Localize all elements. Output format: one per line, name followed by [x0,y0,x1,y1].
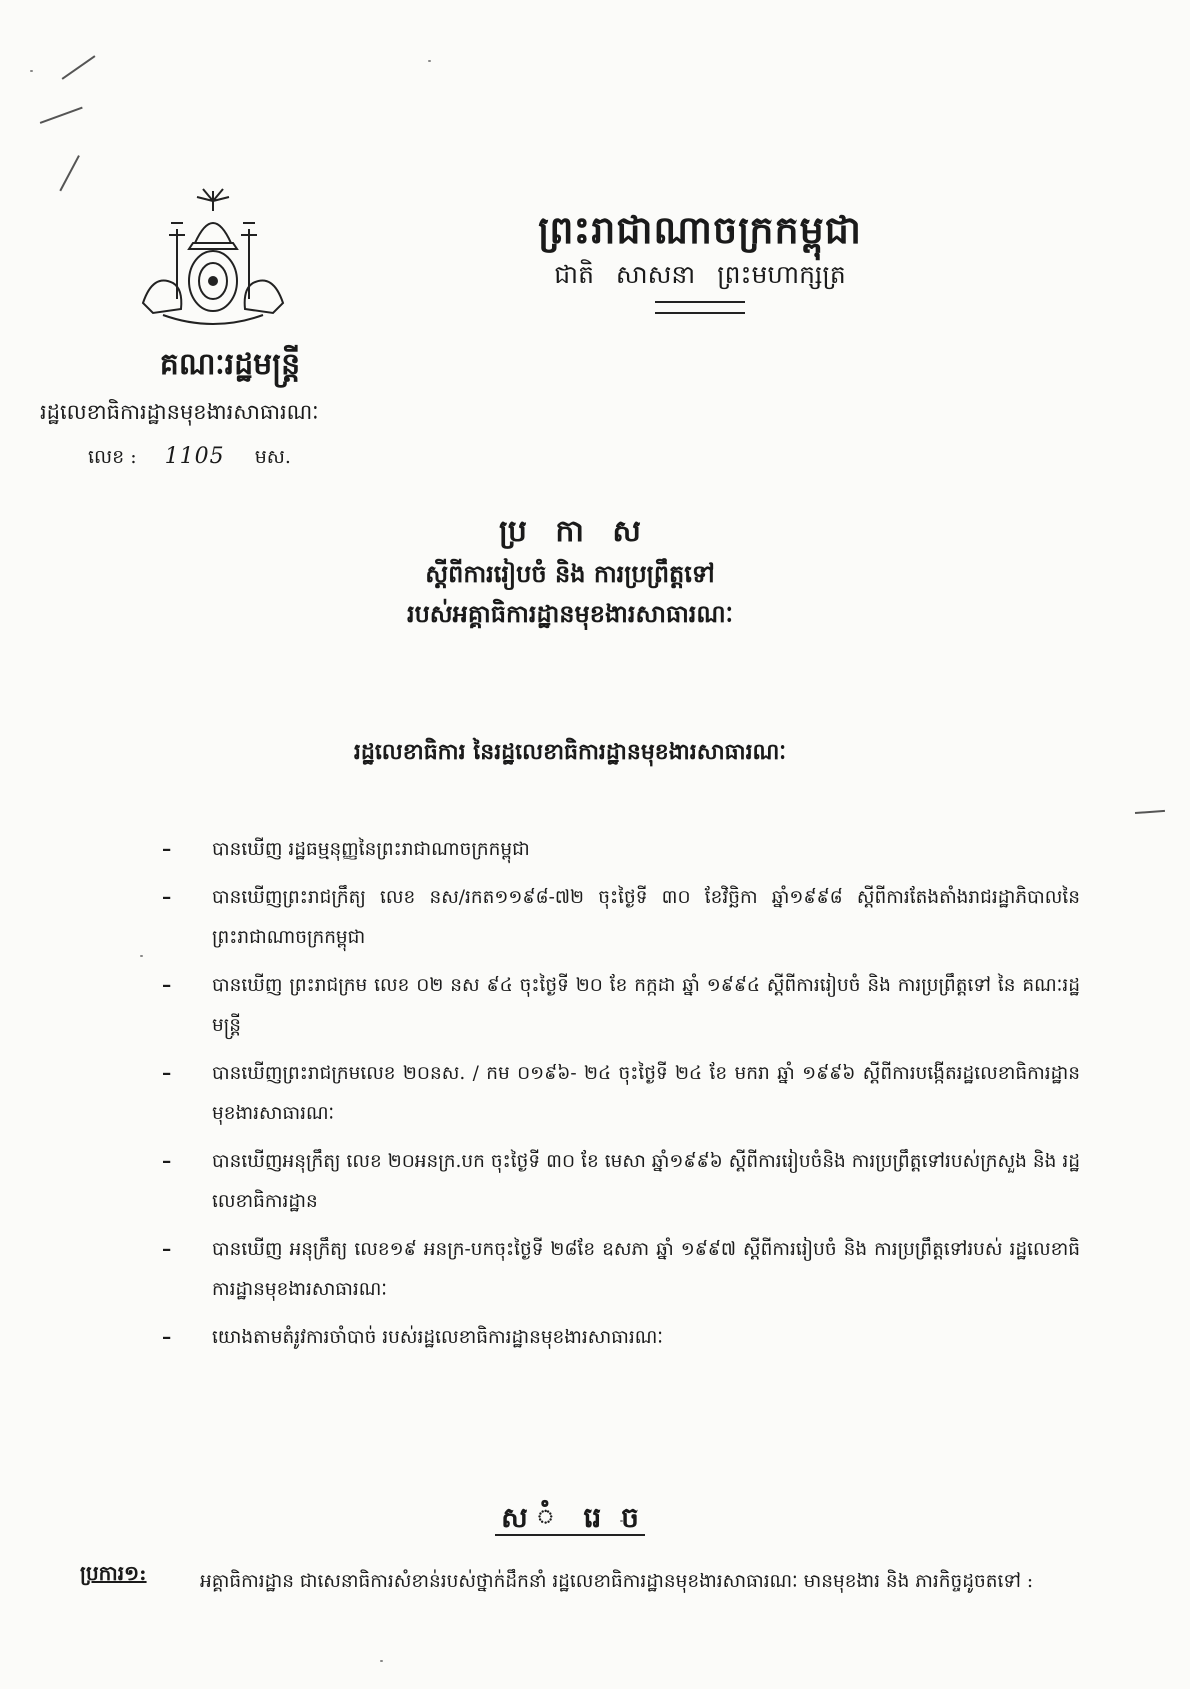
subject-line-2: របស់អគ្គាធិការដ្ឋានមុខងារសាធារណៈ [406,599,734,628]
secretariat-name: រដ្ឋលេខាធិការដ្ឋានមុខងារសាធារណៈ [40,400,319,424]
list-item: – យោងតាមតំរូវការចាំបាច់ របស់រដ្ឋលេខាធិការដ្ឋានមុខងារសាធារណៈ [162,1327,663,1348]
list-item: – បានឃើញព្រះរាជក្រមលេខ ២០នស. / កម ០១៩៦- ២៤ ចុះថ្ងៃទី ២៤ ខែ មករា ឆ្នាំ ១៩៩៦ ស្តីពីការបង្កើតរដ្ឋលេខាធិការដ្ឋានមុខងារសាធារណៈ [162,1063,1080,1124]
list-item: – បានឃើញ ព្រះរាជក្រម លេខ ០២ នស ៩៤ ចុះថ្ងៃទី ២០ ខែ កក្កដា ឆ្នាំ ១៩៩៤ ស្តីពីការរៀបចំ និង ការប្រព្រឹត្តទៅ នៃ គណៈរដ្ឋមន្ត្រី [162,975,1080,1036]
council-of-ministers: គណៈរដ្ឋមន្ត្រី [159,347,301,382]
article-text: អគ្គាធិការដ្ឋាន ជាសេនាធិការសំខាន់របស់ថ្នាក់ដឹកនាំ រដ្ឋលេខាធិការដ្ឋានមុខងារសាធារណៈ មានមុខងារ និង ភារកិច្ចដូចតទៅ : [200,1571,1034,1592]
ornamental-rule [655,301,745,314]
list-item: – បានឃើញ រដ្ឋធម្មនុញ្ញនៃព្រះរាជាណាចក្រកម្ពុជា [162,839,530,860]
article-1 [80,1560,1080,1604]
document-title [200,510,940,634]
speck [428,60,431,62]
national-motto: ជាតិ សាសនា ព្រះមហាក្សត្រ [554,260,846,289]
issuing-body [40,345,460,473]
scan-mark [59,155,79,191]
scan-mark [62,55,96,79]
list-item: – បានឃើញ អនុក្រឹត្យ លេខ១៩ អនក្រ-បកចុះថ្ងៃទី ២៨ខែ ឧសភា ឆ្នាំ ១៩៩៧ ស្តីពីការរៀបចំ និង ការប្រព្រឹត្តទៅរបស់ រដ្ឋលេខាធិការដ្ឋានមុខងារសាធារណៈ [162,1239,1080,1300]
scan-mark [1135,810,1165,814]
subject-line-1: ស្តីពីការរៀបចំ និង ការប្រព្រឹត្តទៅ [425,559,715,588]
speck [380,1660,383,1662]
speck [30,70,33,72]
royal-emblem [133,183,293,333]
reference-number [40,444,460,473]
considerations-list [160,830,1080,1366]
scan-mark [40,107,83,124]
proclamation-heading: ប្រ កា ស [499,514,641,549]
kingdom-header [500,205,900,314]
speck [140,955,143,957]
kingdom-title: ព្រះរាជាណាចក្រកម្ពុជា [538,207,862,252]
decision-heading: ស ំ រេ ច [200,1500,940,1541]
reference-suffix: មស. [254,446,291,468]
reference-value: 1105 [164,444,225,469]
list-item: – បានឃើញអនុក្រឹត្យ លេខ ២០អនក្រ.បក ចុះថ្ងៃទី ៣០ ខែ មេសា ឆ្នាំ១៩៩៦ ស្តីពីការរៀបចំនិង ការប្រព្រឹត្តទៅរបស់ក្រសួង និង រដ្ឋលេខាធិការដ្ឋាន [162,1151,1080,1212]
issuer-line: រដ្ឋលេខាធិការ នៃរដ្ឋលេខាធិការដ្ឋានមុខងារសាធារណៈ [353,739,787,765]
list-item: – បានឃើញព្រះរាជក្រឹត្យ លេខ នស/រកត១១៩៨-៧២ ចុះថ្ងៃទី ៣០ ខែវិច្ឆិកា ឆ្នាំ១៩៩៨ ស្តីពីការតែងតាំងរាជរដ្ឋាភិបាលនៃព្រះរាជាណាចក្រកម្ពុជា [162,887,1080,948]
reference-label: លេខ : [88,446,137,468]
article-label: ប្រការ១: [80,1561,147,1585]
